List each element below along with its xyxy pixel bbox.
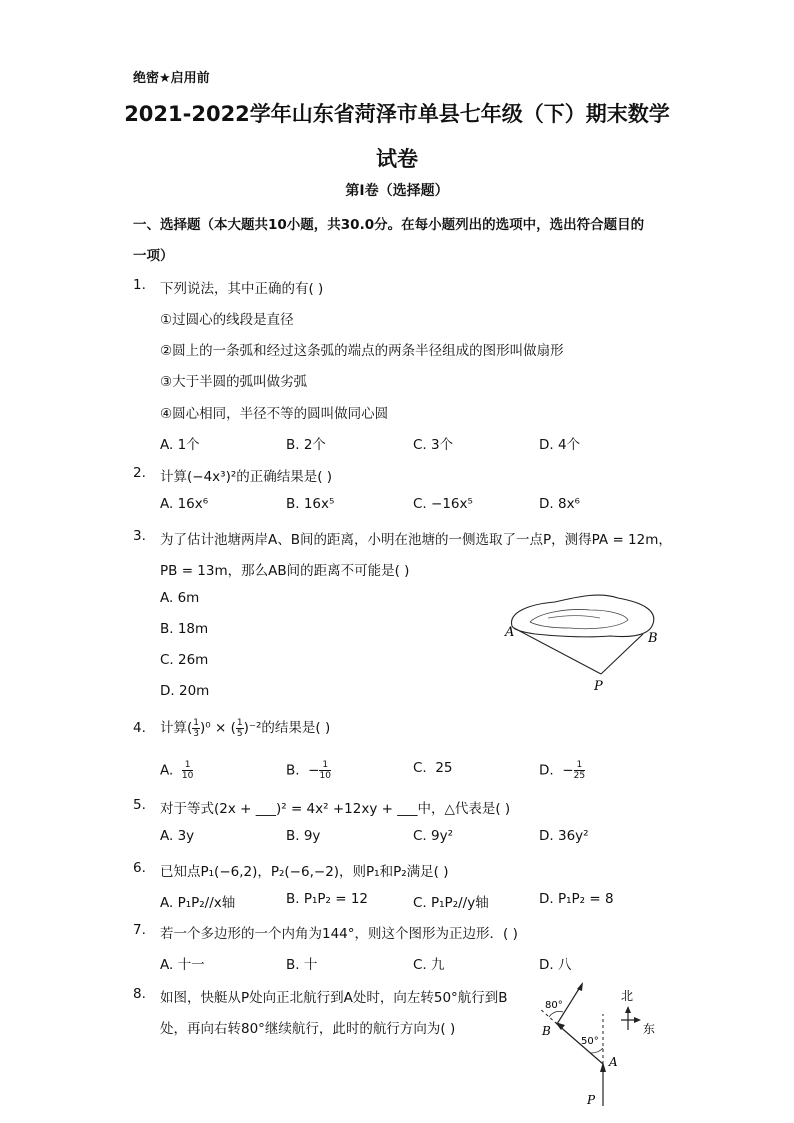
question-stem: 已知点P₁(−6,2)，P₂(−6,−2)，则P₁和P₂满足( ) [160, 864, 449, 880]
option-d[interactable]: D. 八 [539, 957, 572, 973]
label-a: A [609, 1055, 618, 1069]
question-number: 4. [133, 720, 146, 736]
question-stem: 下列说法，其中正确的有( ) [160, 281, 324, 297]
pond-figure [500, 590, 670, 695]
option-a[interactable]: A. 3y [160, 828, 195, 844]
option-a[interactable]: A. P₁P₂//x轴 [160, 895, 236, 911]
question-number: 1. [133, 277, 146, 293]
label-b: B [542, 1024, 551, 1038]
question-number: 2. [133, 465, 146, 481]
option-d[interactable]: D. 8x⁶ [539, 496, 580, 512]
statement: ③大于半圆的弧叫做劣弧 [160, 374, 308, 390]
compass-icon [621, 989, 655, 1036]
option-d[interactable]: D. P₁P₂ = 8 [539, 891, 614, 907]
option-a[interactable]: A. 1个 [160, 437, 200, 453]
option-b[interactable]: B. − $\frac{1}{10}$ [286, 760, 331, 781]
option-a[interactable]: A. 6m [160, 590, 200, 606]
segment-pb [601, 634, 643, 674]
option-d[interactable]: D. − $\frac{1}{25}$ [539, 760, 586, 781]
section-instructions-cont: 一项） [133, 248, 174, 264]
east-label: 东 [643, 1022, 656, 1036]
label-p: P [594, 679, 603, 694]
question-stem-cont: 处，再向右转80°继续航行，此时的航行方向为( ) [160, 1021, 456, 1037]
option-d[interactable]: D. 20m [160, 683, 210, 699]
statement: ①过圆心的线段是直径 [160, 312, 294, 328]
question-stem: 计算(−4x³)²的正确结果是( ) [160, 469, 333, 485]
option-c[interactable]: C. 3个 [413, 437, 454, 453]
question-number: 8. [133, 986, 146, 1002]
question-number: 3. [133, 528, 146, 544]
option-b[interactable]: B. 2个 [286, 437, 326, 453]
question-number: 7. [133, 922, 146, 938]
option-c[interactable]: C. 26m [160, 652, 209, 668]
option-d[interactable]: D. 4个 [539, 437, 581, 453]
navigation-figure [525, 978, 675, 1113]
label-a: A [505, 625, 515, 640]
option-b[interactable]: B. 十 [286, 957, 318, 973]
page-title-line2: 试卷 [376, 147, 418, 171]
question-stem: 如图，快艇从P处向正北航行到A处时，向左转50°航行到B [160, 990, 508, 1006]
option-c[interactable]: C. 九 [413, 957, 445, 973]
option-b[interactable]: B. 16x⁵ [286, 496, 335, 512]
question-number: 5. [133, 797, 146, 813]
question-number: 6. [133, 860, 146, 876]
question-stem: 对于等式(2x + ___)² = 4x² +12xy + ___中，△代表是( ) [160, 801, 511, 817]
angle-50: 50° [581, 1036, 599, 1047]
option-b[interactable]: B. P₁P₂ = 12 [286, 891, 369, 907]
option-b[interactable]: B. 9y [286, 828, 321, 844]
label-b: B [648, 631, 658, 646]
question-stem: 若一个多边形的一个内角为144°，则这个图形为正边形．( ) [160, 926, 518, 942]
option-b[interactable]: B. 18m [160, 621, 209, 637]
angle-80: 80° [545, 1000, 563, 1011]
option-c[interactable]: C. 9y² [413, 828, 453, 844]
option-a[interactable]: A. 十一 [160, 957, 205, 973]
option-c[interactable]: C. P₁P₂//y轴 [413, 895, 489, 911]
question-stem: 计算( $\frac{1}{3}$ )⁰ × ( $\frac{1}{5}$ )⁻²的结果是( ) [160, 717, 331, 739]
section-instructions: 一、选择题（本大题共10小题，共30.0分。在每小题列出的选项中，选出符合题目的 [133, 217, 645, 233]
option-a[interactable]: A. $\frac{1}{10}$ [160, 760, 194, 781]
north-label: 北 [621, 989, 634, 1003]
statement: ④圆心相同，半径不等的圆叫做同心圆 [160, 406, 389, 422]
statement: ②圆上的一条弧和经过这条弧的端点的两条半径组成的图形叫做扇形 [160, 343, 564, 359]
option-c[interactable]: C. −16x⁵ [413, 496, 473, 512]
option-c[interactable]: C. 25 [413, 760, 453, 776]
question-stem: 为了估计池塘两岸A、B间的距离，小明在池塘的一侧选取了一点P，测得PA = 12m， [160, 532, 672, 548]
page-title: 2021-2022学年山东省菏泽市单县七年级（下）期末数学 [124, 102, 670, 126]
secret-label: 绝密★启用前 [133, 71, 210, 86]
volume-heading: 第Ⅰ卷（选择题） [345, 183, 449, 199]
label-p: P [587, 1093, 596, 1107]
segment-pa [514, 628, 601, 674]
question-stem-cont: PB = 13m，那么AB间的距离不可能是( ) [160, 563, 410, 579]
option-a[interactable]: A. 16x⁶ [160, 496, 209, 512]
option-d[interactable]: D. 36y² [539, 828, 589, 844]
